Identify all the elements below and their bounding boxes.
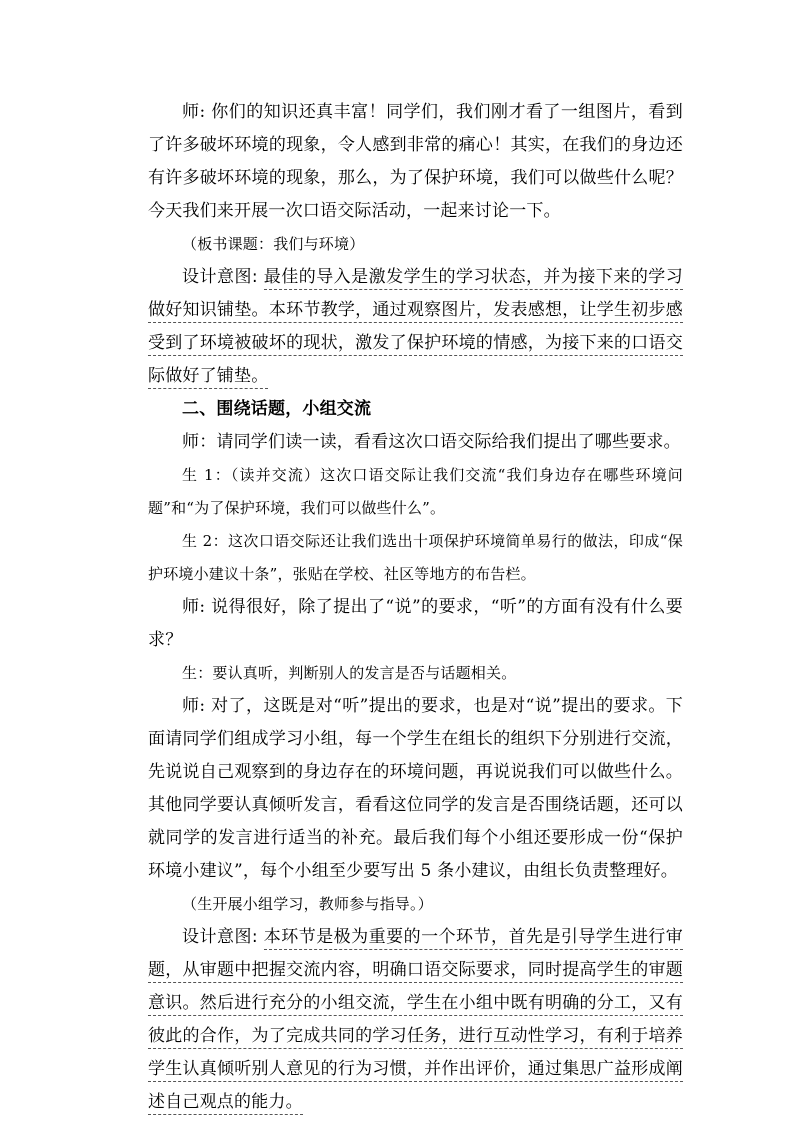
teacher-intro-paragraph: 师: 你们的知识还真丰富！同学们，我们刚才看了一组图片，看到了许多破坏环境的现象，令人感到非常的痛心！其实，在我们的身边还有许多破坏环境的现象，那么，为了保护环境，我们可以做些什么呢？今天我们来开展一次口语交际活动，一起来讨论一下。 (148, 102, 683, 221)
design-intent-1 (148, 261, 683, 393)
teacher-prompt: 师：请同学们读一读，看看这次口语交际给我们提出了哪些要求。 (182, 432, 681, 452)
design-intent-2 (148, 921, 683, 1119)
student-reply: 生：要认真听，判断别人的发言是否与话题相关。 (182, 664, 517, 682)
student-2-answer: 生 2：这次口语交际还让我们选出十项保护环境简单易行的做法，印成“保护环境小建议十条”，张贴在学校、社区等地方的布告栏。 (148, 532, 683, 583)
student-1-answer: 生 1：（读并交流）这次口语交际让我们交流“我们身边存在哪些环境问题”和“为了保护环境，我们可以做些什么”。 (148, 466, 683, 517)
design-intent-text: 本环节是极为重要的一个环节，首先是引导学生进行审题，从审题中把握交流内容，明确口语交际要求，同时提高学生的审题意识。然后进行充分的小组交流，学生在小组中既有明确的分工，又有彼此的合作，为了完成共同的学习任务，进行互动性学习，有利于培养学生认真倾听别人意见的行为习惯，并作出评价，通过集思广益形成阐述自己观点的能力。 (148, 927, 683, 1115)
board-title-note: （板书课题：我们与环境） (182, 235, 365, 253)
design-intent-label: 设计意图: (182, 927, 258, 947)
teacher-instructions: 师: 对了，这既是对“听”提出的要求，也是对“说”提出的要求。下面请同学们组成学习小组，每一个学生在组长的组织下分别进行交流，先说说自己观察到的身边存在的环境问题，再说说我们可以做些什么。其他同学要认真倾听发言，看看这位同学的发言是否围绕话题，还可以就同学的发言进行适当的补充。最后我们每个小组还要形成一份“保护环境小建议”，每个小组至少要写出 5 条小建议，由组长负责整理好。 (148, 696, 683, 881)
design-intent-text: 最佳的导入是激发学生的学习状态，并为接下来的学习做好知识铺垫。本环节教学，通过观察图片，发表感想，让学生初步感受到了环境被破坏的现状，激发了保护环境的情感，为接下来的口语交际做好了铺垫。 (148, 267, 683, 389)
teacher-followup: 师: 说得很好，除了提出了“说”的要求，“听”的方面有没有什么要求？ (148, 597, 683, 650)
document-page (148, 96, 683, 1119)
design-intent-label: 设计意图: (182, 267, 258, 287)
group-study-note: （生开展小组学习，教师参与指导。） (182, 895, 433, 913)
section-heading-2: 二、围绕话题，小组交流 (182, 399, 372, 419)
